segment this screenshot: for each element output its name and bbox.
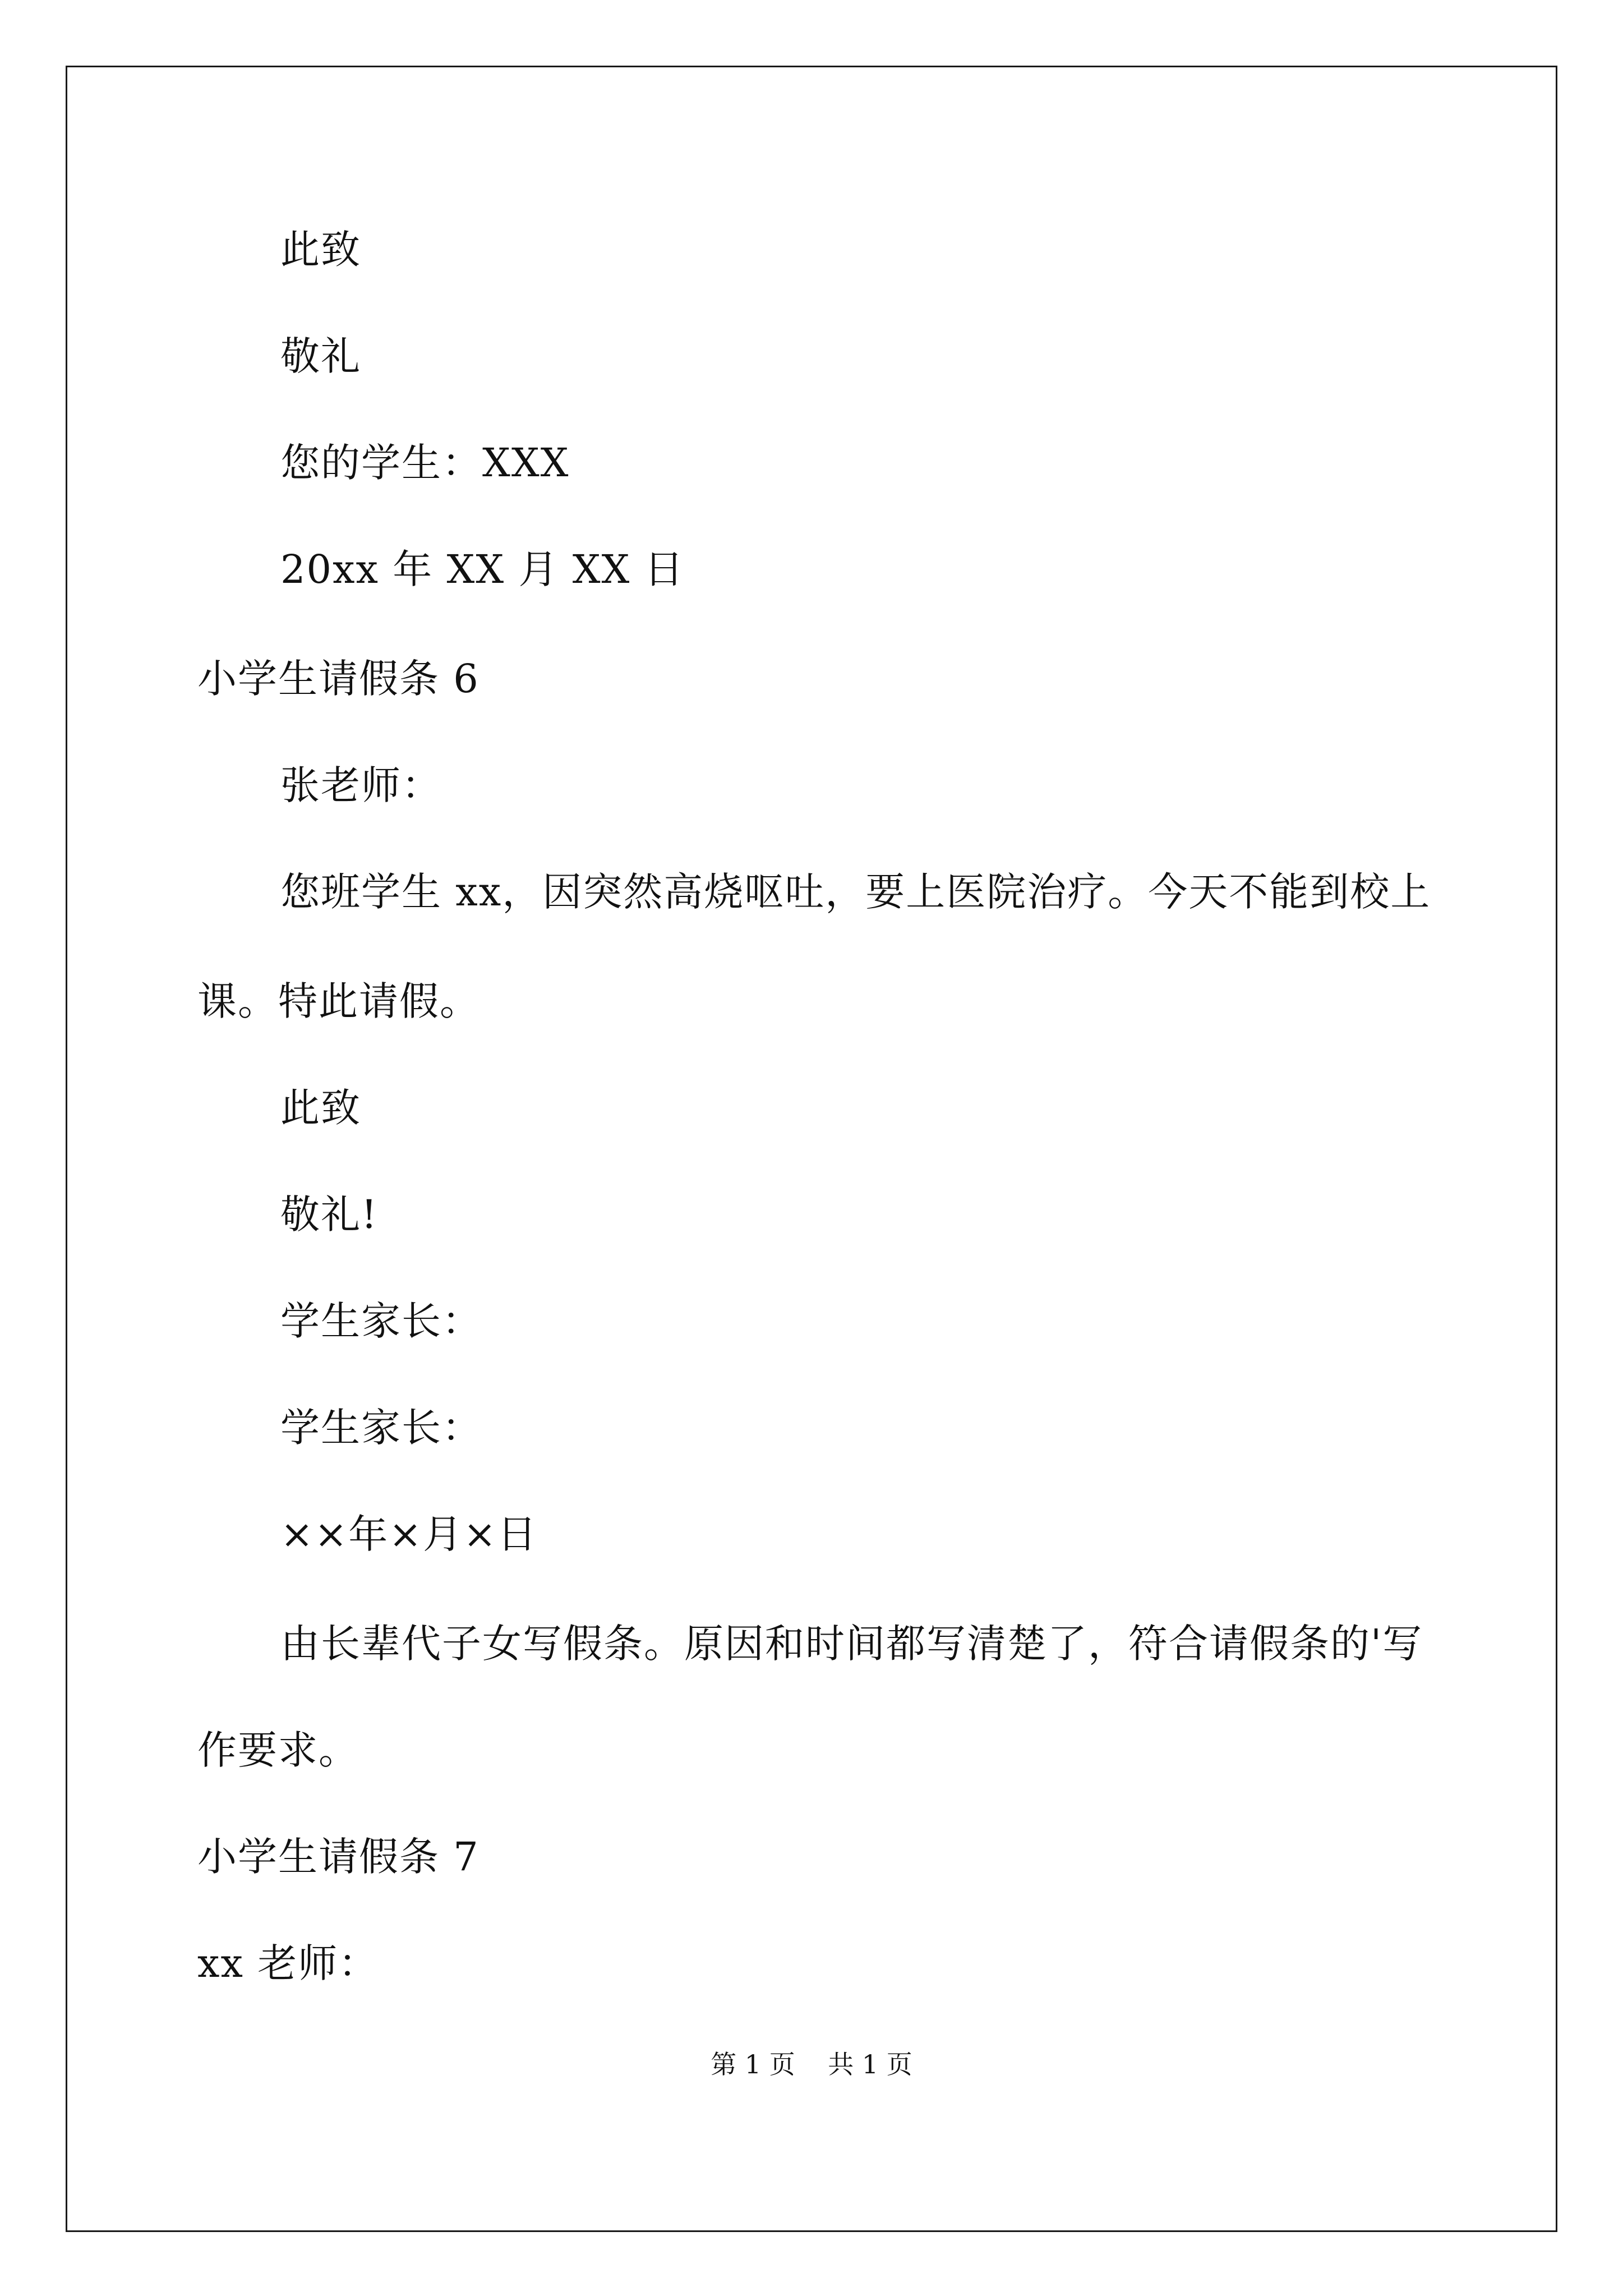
closing-salutation: 此致 bbox=[280, 227, 361, 273]
body-paragraph-line-2: 课。特此请假。 bbox=[197, 978, 480, 1024]
commentary-line-2: 作要求。 bbox=[197, 1727, 359, 1773]
page-number-footer: 第 1 页 共 1 页 bbox=[711, 2049, 912, 2079]
closing-regards: 敬礼! bbox=[280, 1191, 379, 1237]
parent-signature: 学生家长： bbox=[280, 1298, 482, 1344]
signature: 您的学生：XXX bbox=[280, 440, 570, 486]
body-paragraph-line-1: 您班学生 xx，因突然高烧呕吐，要上医院治疗。今天不能到校上 bbox=[280, 869, 1431, 915]
closing-salutation: 此致 bbox=[280, 1085, 361, 1131]
section-heading-7: 小学生请假条 7 bbox=[197, 1834, 479, 1880]
commentary-line-1: 由长辈代子女写假条。原因和时间都写清楚了，符合请假条的'写 bbox=[280, 1621, 1423, 1667]
page-border bbox=[66, 66, 1557, 2232]
date: ××年×月×日 bbox=[280, 1511, 538, 1557]
date: 20xx 年 XX 月 XX 日 bbox=[280, 546, 685, 592]
parent-signature: 学生家长： bbox=[280, 1405, 482, 1451]
greeting: xx 老师： bbox=[197, 1940, 379, 1986]
section-heading-6: 小学生请假条 6 bbox=[197, 656, 479, 702]
closing-regards: 敬礼 bbox=[280, 333, 361, 379]
greeting: 张老师： bbox=[280, 762, 442, 808]
